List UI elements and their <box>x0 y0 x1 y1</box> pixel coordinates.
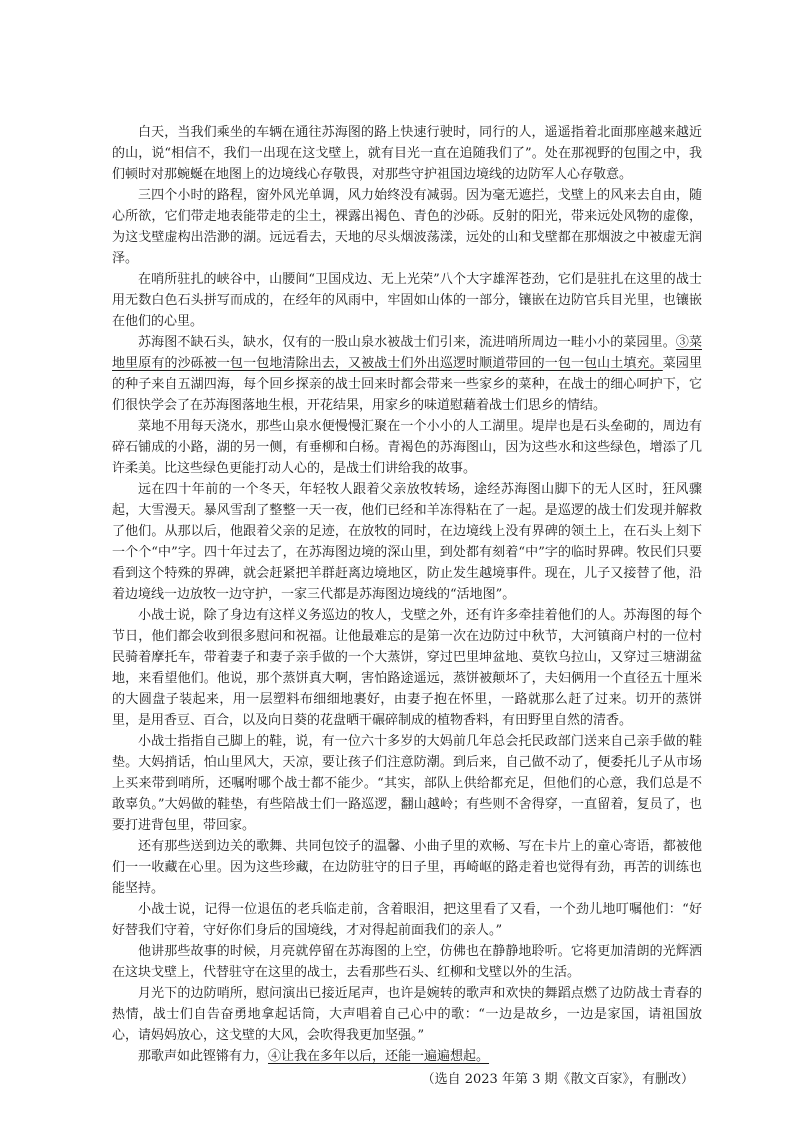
paragraph-8: 小战士指指自己脚上的鞋，说，有一位六十多岁的大妈前几年总会托民政部门送来自己亲手做的鞋垫。大妈捎话，怕山里风大，天凉，要让孩子们注意防潮。到后来，自己做不动了，便委托儿子从市场上买来带到哨所，还嘱咐哪个战士都不能少。“其实，部队上供给都充足，但他们的心意，我们总是不敢辜负。”大妈做的鞋垫，有些陪战士们一路巡逻，翻山越岭；有些则不舍得穿，一直留着，复员了，也要打进背包里，带回家。 <box>112 734 702 833</box>
paragraph-4 <box>112 332 702 416</box>
paragraph-5: 菜地不用每天浇水，那些山泉水便慢慢汇聚在一个小小的人工湖里。堤岸也是石头垒砌的，周边有碎石铺成的小路，湖的另一侧，有垂柳和白杨。青褐色的苏海图山，因为这些水和这些绿色，增添了几许柔美。比这些绿色更能打动人心的，是战士们讲给我的故事。 <box>112 419 702 476</box>
paragraph-4-lead: 苏海图不缺石头，缺水，仅有的一股山泉水被战士们引来，流进哨所周边一畦小小的菜园里。 <box>138 335 676 350</box>
underlined-sentence-4: ④让我在多年以后，还能一遍遍想起。 <box>268 1049 490 1064</box>
paragraph-10: 小战士说，记得一位退伍的老兵临走前，含着眼泪，把这里看了又看，一个劲儿地叮嘱他们：“好好替我们守着，守好你们身后的国境线，才对得起前面我们的亲人。” <box>112 902 702 938</box>
article-body <box>112 122 702 1090</box>
paragraph-2: 三四个小时的路程，窗外风光单调，风力始终没有减弱。因为毫无遮拦，戈壁上的风来去自由，随心所欲，它们带走地表能带走的尘土，裸露出褐色、青色的沙砾。反射的阳光，带来远处风物的虚像，为这戈壁虚构出浩渺的湖。远远看去，天地的尽头烟波荡漾，远处的山和戈壁都在那烟波之中被虚无润泽。 <box>112 188 702 266</box>
paragraph-7: 小战士说，除了身边有这样义务巡边的牧人，戈壁之外，还有许多牵挂着他们的人。苏海图的每个节日，他们都会收到很多慰问和祝福。让他最难忘的是第一次在边防过中秋节，大河镇商户村的一位村民骑着摩托车，带着妻子和妻子亲手做的一个大蒸饼，穿过巴里坤盆地、莫钦乌拉山，又穿过三塘湖盆地，来看望他们。他说，那个蒸饼真大啊，害怕路途遥远，蒸饼被颠坏了，夫妇俩用一个直径五十厘米的大圆盘子装起来，用一层塑料布细细地裹好，由妻子抱在怀里，一路就那么赶了过来。切开的蒸饼里，是用香豆、百合，以及向日葵的花盘晒干碾碎制成的植物香料，有田野里自然的清香。 <box>112 608 702 728</box>
paragraph-9: 还有那些送到边关的歌舞、共同包饺子的温馨、小曲子里的欢畅、写在卡片上的童心寄语，都被他们一一收藏在心里。因为这些珍藏，在边防驻守的日子里，再崎岖的路走着也觉得有劲，再苦的训练也能坚持。 <box>112 839 702 896</box>
paragraph-13-lead: 那歌声如此铿锵有力， <box>138 1049 269 1064</box>
paragraph-6: 远在四十年前的一个冬天，年轻牧人跟着父亲放牧转场，途经苏海图山脚下的无人区时，狂风骤起，大雪漫天。暴风雪刮了整整一天一夜，他们已经和羊冻得粘在了一起。是巡逻的战士们发现并解救了他们。从那以后，他跟着父亲的足迹，在放牧的同时，在边境线上没有界碑的领土上，在石头上刻下一个个“中”字。四十年过去了，在苏海图边境的深山里，到处都有刻着“中”字的临时界碑。牧民们只要看到这个特殊的界碑，就会赶紧把羊群赶离边境地区，防止发生越境事件。现在，儿子又接替了他，沿着边境线一边放牧一边守护，一家三代都是苏海图边境线的“活地图”。 <box>112 482 702 602</box>
paragraph-12: 月光下的边防哨所，慰问演出已接近尾声，也许是婉转的歌声和欢快的舞蹈点燃了边防战士青春的热情，战士们自告奋勇地拿起话筒，大声唱着自己心中的歌：“一边是故乡，一边是家国，请祖国放心，请妈妈放心，这戈壁的大风，会吹得我更加坚强。” <box>112 986 702 1043</box>
source-citation: （选自 2023 年第 3 期《散文百家》，有删改） <box>421 1072 694 1087</box>
paragraph-1: 白天，当我们乘坐的车辆在通往苏海图的路上快速行驶时，同行的人，遥遥指着北面那座越来越近的山，说“相信不，我们一出现在这戈壁上，就有目光一直在追随我们了”。处在那视野的包围之中，我们顿时对那蜿蜒在地图上的边境线心存敬畏，对那些守护祖国边境线的边防军人心存敬意。 <box>112 125 702 182</box>
paragraph-3: 在哨所驻扎的峡谷中，山腰间“卫国戍边、无上光荣”八个大字雄浑苍劲，它们是驻扎在这里的战士用无数白色石头拼写而成的，在经年的风雨中，牢固如山体的一部分，镶嵌在边防官兵目光里，也镶嵌在他们的心里。 <box>112 272 702 329</box>
underlined-sentence-3: ③菜地里原有的沙砾被一包一包地清除出去，又被战士们外出巡逻时顺道带回的一包一包山土填充。 <box>112 335 702 371</box>
paragraph-4-rest: 菜园里的种子来自五湖四海，每个回乡探亲的战士回来时都会带来一些家乡的菜种，在战士的细心呵护下，它们很快学会了在苏海图落地生根，开花结果，用家乡的味道慰藉着战士们思乡的情结。 <box>112 356 702 413</box>
paragraph-11: 他讲那些故事的时候，月亮就停留在苏海图的上空，仿佛也在静静地聆听。它将更加清朗的光辉洒在这块戈壁上，代替驻守在这里的战士，去看那些石头、红柳和戈壁以外的生活。 <box>112 944 702 980</box>
paragraph-13 <box>112 1046 702 1067</box>
